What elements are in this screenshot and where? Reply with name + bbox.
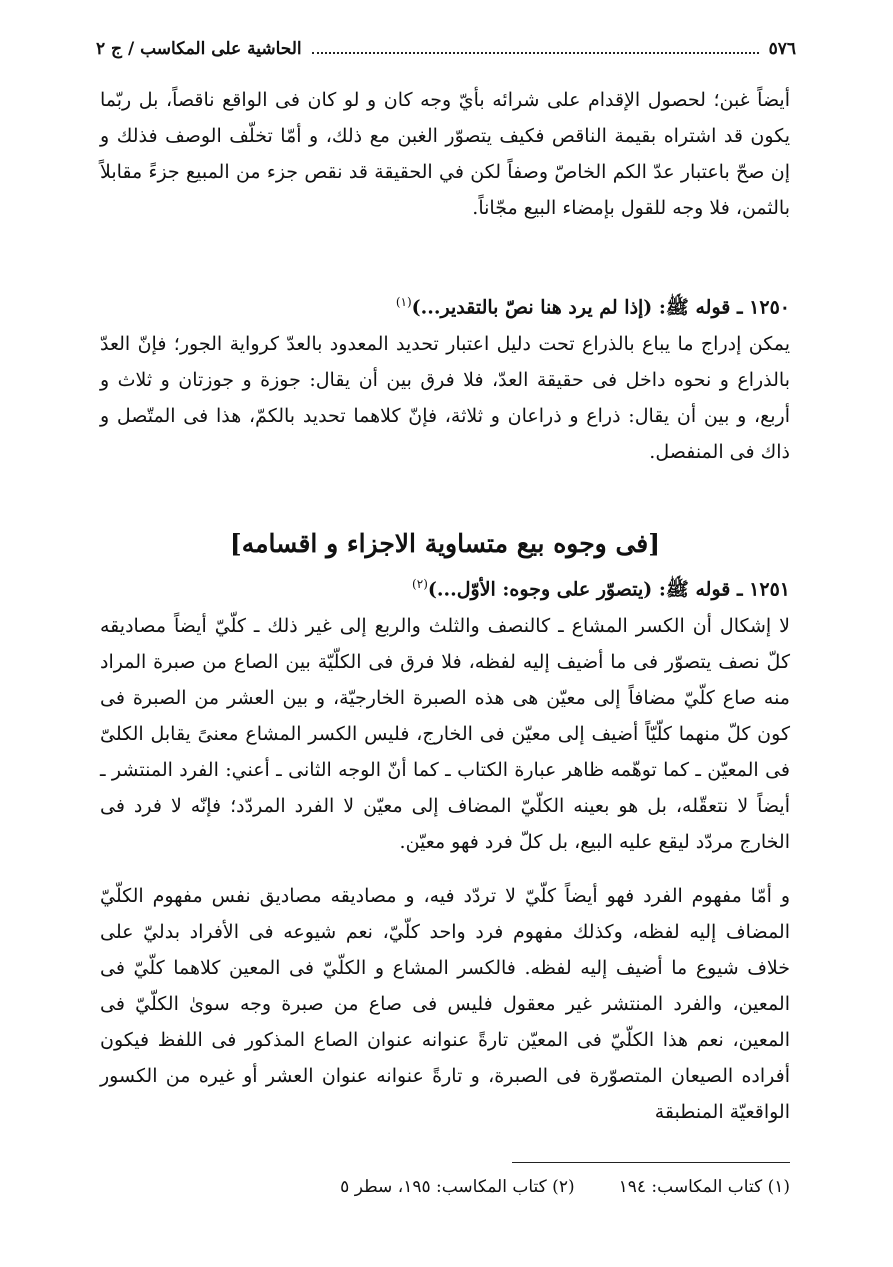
- comment-label-1250: ١٢٥٠ ـ قوله ﷺ: (إذا لم يرد هنا نصّ بالتقدير...): [411, 296, 790, 319]
- comment-heading-1250: [100, 284, 790, 325]
- header-dot-leader: [312, 52, 759, 54]
- footnote-1: (١) كتاب المكاسب: ١٩٤: [618, 1177, 790, 1197]
- footnote-ref-1: (١): [395, 295, 412, 309]
- paragraph-continued-bottom: و أمّا مفهوم الفرد فهو أيضاً كلّيّ لا تردّد فيه، و مصاديقه مصاديق نفس مفهوم الكلّيّ المضاف إليه لفظه، وكذلك مفهوم فرد واحد كلّيّ، نعم شيوعه فى الأفراد بدليّ على خلاف شيوع ما أضيف إليه لفظه. فالكسر المشاع و الكلّيّ فى المعين كلاهما كلّيّ فى المعين، والفرد المنتشر غير معقول فليس فى صاع من صبرة وجه سوىٰ الكلّيّ فى المعين، نعم هذا الكلّيّ فى المعيّن تارةً عنوانه عنوان الصاع المذكور فى اللفظ فيكون أفراده الصيعان المتصوّرة فى الصبرة، و تارةً عنوانه عنوان العشر أو غيره من الكسور الواقعيّة المنطبقة: [100, 885, 790, 1123]
- running-header: [96, 34, 796, 64]
- page-number: ٥٧٦: [768, 39, 796, 59]
- section-heading: [فى وجوه بيع متساوية الاجزاء و اقسامه]: [229, 529, 661, 558]
- footnotes: [200, 1172, 790, 1202]
- comment-heading-1251: [100, 566, 790, 607]
- footnote-ref-2: (٢): [412, 577, 428, 591]
- footnote-2: (٢) كتاب المكاسب: ١٩٥، سطر ٥: [340, 1177, 575, 1197]
- footnote-divider: [512, 1162, 790, 1163]
- book-title: الحاشية على المكاسب / ج ٢: [96, 39, 302, 59]
- continued-paragraph: أيضاً غبن؛ لحصول الإقدام على شرائه بأيّ وجه كان و لو كان فى الواقع ناقصاً، بل ربّما يكون قد اشتراه بقيمة الناقص فكيف يتصوّر الغبن مع ذلك، و أمّا تخلّف الوصف فذلك و إن صحّ باعتبار عدّ الكم الخاصّ وصفاً لكن في الحقيقة قد نقص جزء من المبيع جزءً مقابلاً بالثمن، فلا وجه للقول بإمضاء البيع مجّاناً.: [100, 89, 790, 219]
- paragraph-1250: يمكن إدراج ما يباع بالذراع تحت دليل اعتبار تحديد المعدود بالعدّ كرواية الجور؛ فإنّ العدّ بالذراع و نحوه داخل فى حقيقة العدّ، فلا فرق بين أن يقال: جوزة و جوزتان و ثلاث و أربع، و بين أن يقال: ذراع و ذراعان و ثلاثة، فإنّ كلاهما تحديد بالكمّ، هذا فى المتّصل و ذاك فى المنفصل.: [100, 333, 790, 463]
- paragraph-1251: لا إشكال أن الكسر المشاع ـ كالنصف والثلث والربع إلى غير ذلك ـ كلّيّ أيضاً مصاديقه كلّ نصف يتصوّر فى ما أضيف إليه لفظه، فلا فرق فى الكلّيّة بين الصاع من صبرة المراد منه صاع كلّيّ مضافاً إلى معيّن هى هذه الصبرة الخارجيّة، و بين العشر من الصبرة فى كون كلّ منهما كلّيّاً أضيف إلى معيّن فى الخارج، فليس الكسر المشاع معنىً يقابل الكلىّ فى المعيّن ـ كما توهّمه ظاهر عبارة الكتاب ـ كما أنّ الوجه الثانى ـ أعني: الفرد المنتشر ـ أيضاً لا نتعقّله، بل هو بعينه الكلّيّ المضاف إلى معيّن لا الفرد المردّد؛ فإنّه لا فرد فى الخارج مردّد ليقع عليه البيع، بل كلّ فرد فهو معيّن.: [100, 615, 790, 853]
- comment-label-1251: ١٢٥١ ـ قوله ﷺ: (يتصوّر على وجوه: الأوّل...): [427, 578, 790, 601]
